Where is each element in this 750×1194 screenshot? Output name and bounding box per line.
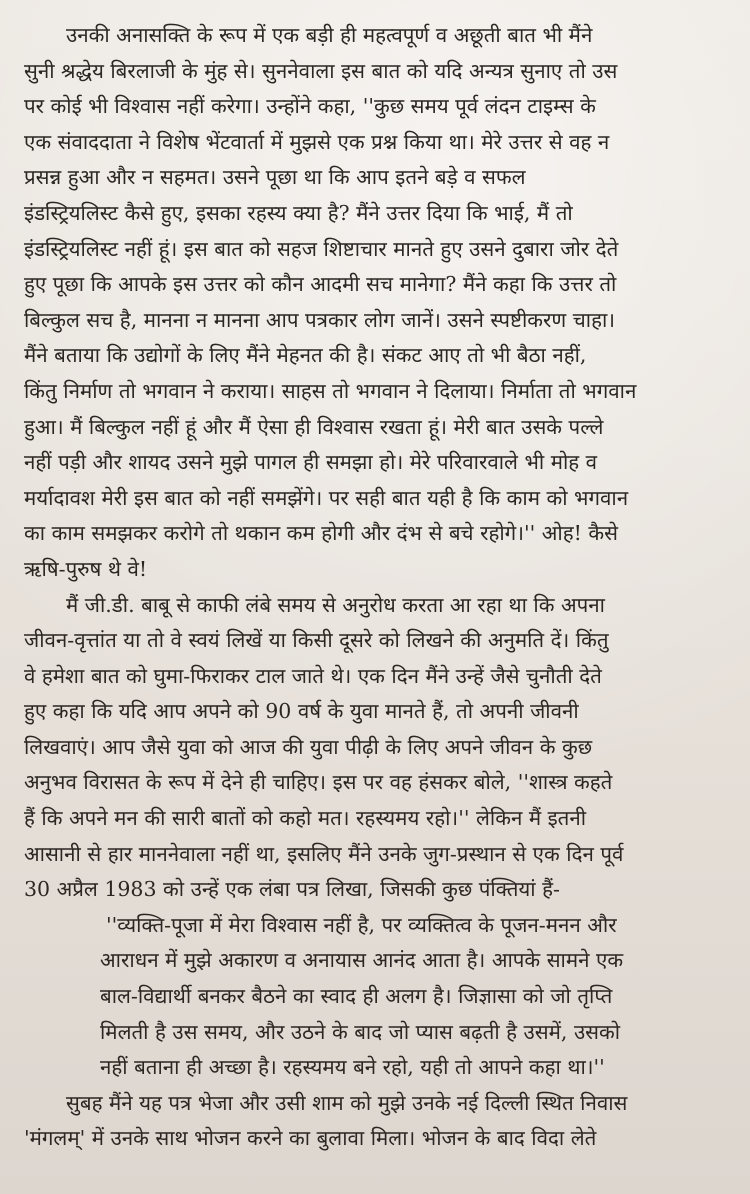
text-line: नहीं पड़ी और शायद उसने मुझे पागल ही समझा हो। मेरे परिवारवाले भी मोह व xyxy=(24,450,598,475)
text-line: इंडस्ट्रियलिस्ट नहीं हूं। इस बात को सहज शिष्टाचार मानते हुए उसने दुबारा जोर देते xyxy=(24,236,619,261)
text-line: 30 अप्रैल 1983 को उन्हें एक लंबा पत्र लिखा, जिसकी कुछ पंक्तियां हैं- xyxy=(24,877,560,902)
text-line: अनुभव विरासत के रूप में देने ही चाहिए। इस पर वह हंसकर बोले, ''शास्त्र कहते xyxy=(24,770,613,795)
text-line: वे हमेशा बात को घुमा-फिराकर टाल जाते थे। एक दिन मैंने उन्हें जैसे चुनौती देते xyxy=(24,663,602,688)
text-line: मैंने बताया कि उद्योगों के लिए मैंने मेहनत की है। संकट आए तो भी बैठा नहीं, xyxy=(24,343,587,368)
text-line: बाल-विद्यार्थी बनकर बैठने का स्वाद ही अलग है। जिज्ञासा को जो तृप्ति xyxy=(100,984,613,1009)
text-line: हैं कि अपने मन की सारी बातों को कहो मत। रहस्यमय रहो।'' लेकिन मैं इतनी xyxy=(24,806,587,831)
text-line: 'मंगलम्' में उनके साथ भोजन करने का बुलावा मिला। भोजन के बाद विदा लेते xyxy=(24,1126,597,1151)
text-line: का काम समझकर करोगे तो थकान कम होगी और दंभ से बचे रहोगे।'' ओह! कैसे xyxy=(24,521,618,546)
text-line: पर कोई भी विश्वास नहीं करेगा। उन्होंने कहा, ''कुछ समय पूर्व लंदन टाइम्स के xyxy=(24,94,596,119)
text-line: ऋषि-पुरुष थे वे! xyxy=(24,556,148,581)
text-line: लिखवाएं। आप जैसे युवा को आज की युवा पीढ़ी के लिए अपने जीवन के कुछ xyxy=(24,734,593,759)
text-line: आसानी से हार माननेवाला नहीं था, इसलिए मैंने उनके जुग-प्रस्थान से एक दिन पूर्व xyxy=(24,841,624,866)
text-line: सुनी श्रद्धेय बिरलाजी के मुंह से। सुननेवाला इस बात को यदि अन्यत्र सुनाए तो उस xyxy=(24,58,618,83)
text-line: सुबह मैंने यह पत्र भेजा और उसी शाम को मुझे उनके नई दिल्ली स्थित निवास xyxy=(66,1090,628,1115)
text-line: मर्यादावश मेरी इस बात को नहीं समझेंगे। पर सही बात यही है कि काम को भगवान xyxy=(24,485,629,510)
text-line: जीवन-वृत्तांत या तो वे स्वयं लिखें या किसी दूसरे को लिखने की अनुमति दें। किंतु xyxy=(24,628,609,653)
page-text xyxy=(24,18,716,1157)
text-line: किंतु निर्माण तो भगवान ने कराया। साहस तो भगवान ने दिलाया। निर्माता तो भगवान xyxy=(24,378,637,403)
text-line: प्रसन्न हुआ और न सहमत। उसने पूछा था कि आप इतने बड़े व सफल xyxy=(24,165,526,190)
text-line: बिल्कुल सच है, मानना न मानना आप पत्रकार लोग जानें। उसने स्पष्टीकरण चाहा। xyxy=(24,307,616,332)
text-line: मिलती है उस समय, और उठने के बाद जो प्यास बढ़ती है उसमें, उसको xyxy=(100,1019,621,1044)
text-line: हुए कहा कि यदि आप अपने को 90 वर्ष के युवा मानते हैं, तो अपनी जीवनी xyxy=(24,699,579,724)
text-line: मैं जी.डी. बाबू से काफी लंबे समय से अनुरोध करता आ रहा था कि अपना xyxy=(66,592,605,617)
text-line: इंडस्ट्रियलिस्ट कैसे हुए, इसका रहस्य क्या है? मैंने उत्तर दिया कि भाई, मैं तो xyxy=(24,200,573,225)
text-line: एक संवाददाता ने विशेष भेंटवार्ता में मुझसे एक प्रश्न किया था। मेरे उत्तर से वह न xyxy=(24,129,610,154)
text-line: नहीं बताना ही अच्छा है। रहस्यमय बने रहो, यही तो आपने कहा था।'' xyxy=(100,1055,605,1080)
text-line: ''व्यक्ति-पूजा में मेरा विश्वास नहीं है, पर व्यक्तित्व के पूजन-मनन और xyxy=(106,912,617,937)
text-line: आराधन में मुझे अकारण व अनायास आनंद आता है। आपके सामने एक xyxy=(100,948,624,973)
text-line: हुआ। मैं बिल्कुल नहीं हूं और मैं ऐसा ही विश्वास रखता हूं। मेरी बात उसके पल्ले xyxy=(24,414,604,439)
text-line: हुए पूछा कि आपके इस उत्तर को कौन आदमी सच मानेगा? मैंने कहा कि उत्तर तो xyxy=(24,272,617,297)
text-line: उनकी अनासक्ति के रूप में एक बड़ी ही महत्वपूर्ण व अछूती बात भी मैंने xyxy=(66,23,593,47)
